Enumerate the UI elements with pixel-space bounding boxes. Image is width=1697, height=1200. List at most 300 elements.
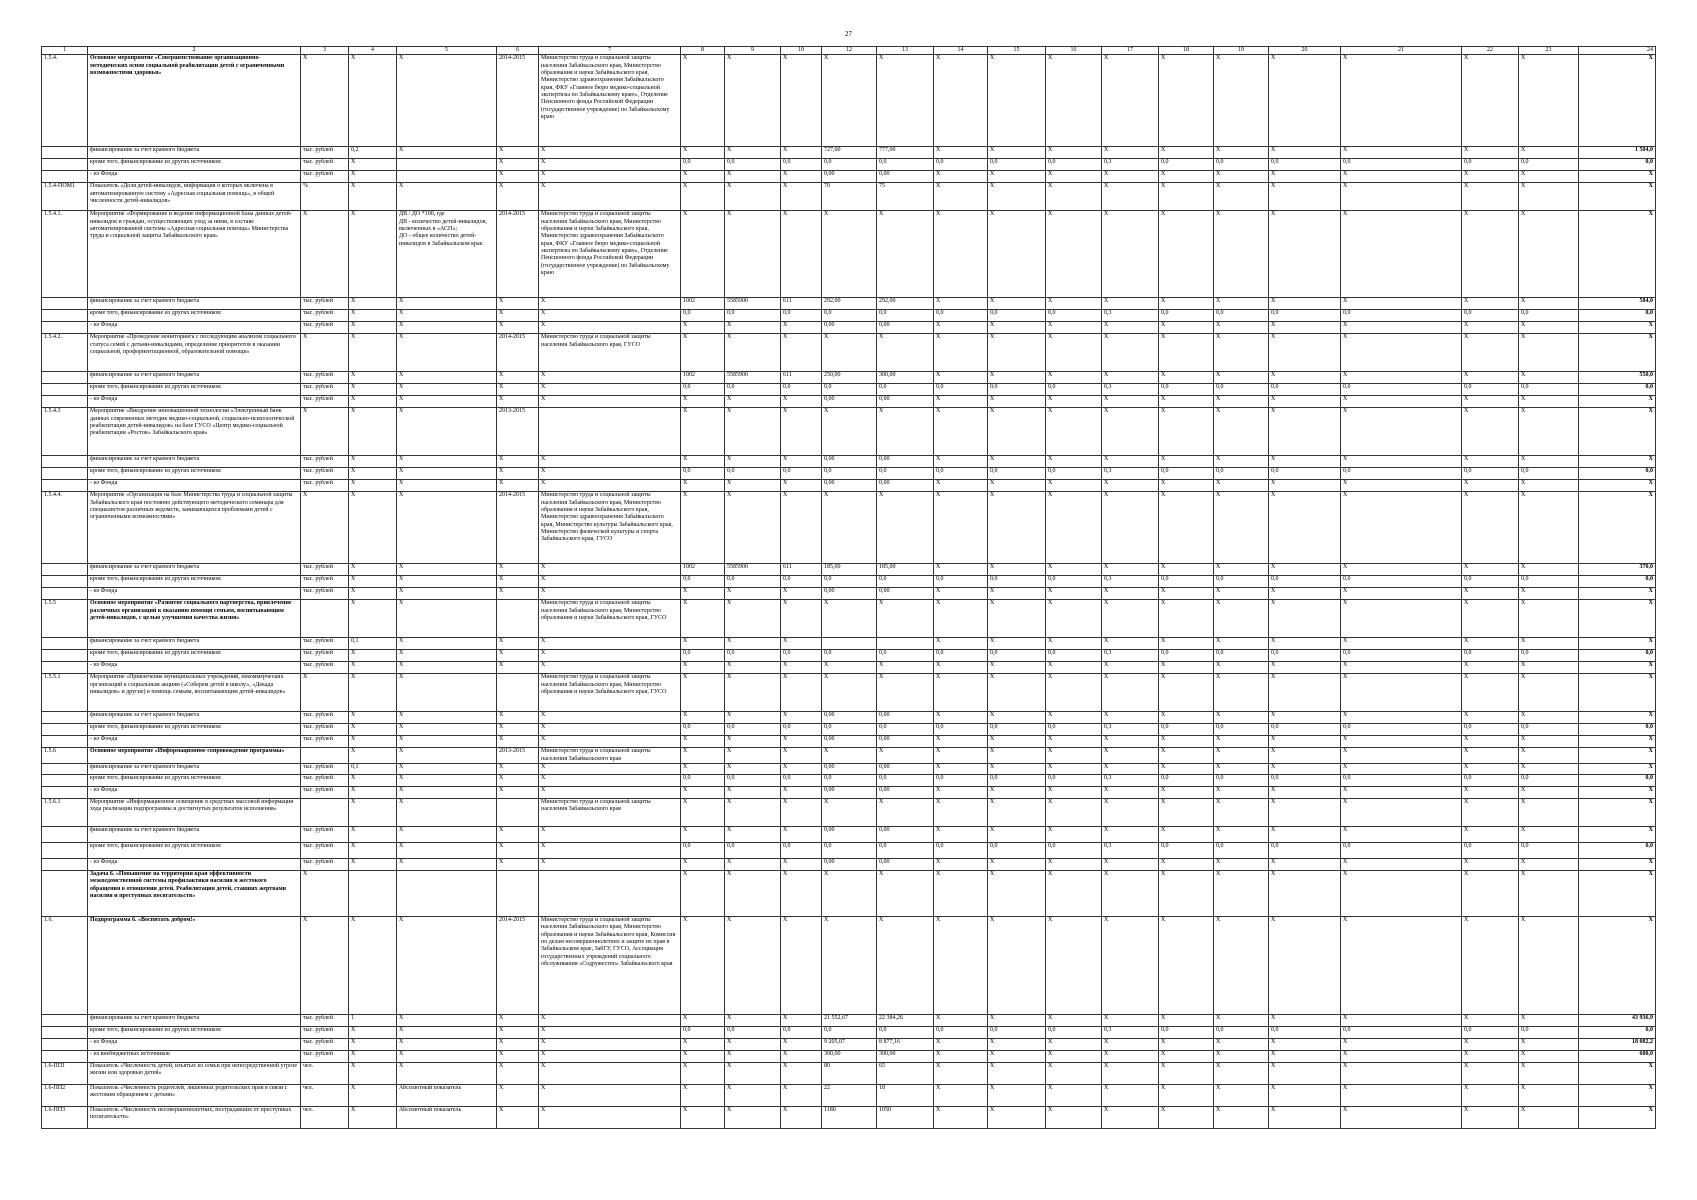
table-cell: X (397, 396, 497, 408)
table-cell: X (877, 674, 934, 712)
row-code-cell (42, 310, 88, 322)
table-cell: X (934, 334, 988, 372)
table-cell: X (1159, 564, 1214, 576)
table-row (42, 638, 1656, 650)
table-cell: X (397, 1014, 497, 1026)
table-cell: 0,0 (988, 724, 1046, 736)
table-cell: X (497, 1038, 539, 1050)
table-cell: X (1341, 736, 1462, 748)
table-cell: X (1341, 858, 1462, 870)
table-cell: 18 082,2 (1579, 1038, 1656, 1050)
table-cell: X (1159, 147, 1214, 159)
table-cell: X (1519, 1050, 1579, 1062)
table-cell: X (1159, 858, 1214, 870)
table-cell: 0,0 (988, 576, 1046, 588)
row-title-cell: кроме того, финансирование из других источников: (88, 468, 301, 480)
table-cell: тыс. рублей (301, 147, 349, 159)
table-cell (877, 638, 934, 650)
table-cell: Министерство труда и социальной защиты населения Забайкальского края, Министерство образования и науки Забайкальского края, ГУСО (539, 674, 681, 712)
table-cell: X (988, 183, 1046, 211)
table-cell: 0,0 (877, 1026, 934, 1038)
table-cell: X (349, 183, 397, 211)
table-cell: X (1159, 798, 1214, 826)
table-cell: 0,0 (822, 774, 877, 786)
row-title-cell: Основное мероприятие «Информационное сопровождение программы» (88, 748, 301, 764)
table-cell: 0,0 (1159, 774, 1214, 786)
table-cell: X (1269, 183, 1341, 211)
table-cell: 0,0 (1214, 576, 1269, 588)
table-cell: X (1269, 858, 1341, 870)
table-cell: X (725, 712, 781, 724)
table-cell: X (1046, 736, 1102, 748)
table-cell: 0,0 (1269, 468, 1341, 480)
table-cell: X (681, 916, 725, 1014)
table-cell: X (1462, 564, 1519, 576)
table-cell: 0,0 (725, 1026, 781, 1038)
table-row (42, 334, 1656, 372)
table-cell: X (539, 774, 681, 786)
table-cell: X (397, 638, 497, 650)
table-cell: 292,00 (877, 298, 934, 310)
table-cell: X (681, 600, 725, 638)
table-cell: X (725, 748, 781, 764)
table-cell: X (397, 1038, 497, 1050)
table-cell: X (681, 826, 725, 842)
table-cell: X (1519, 1014, 1579, 1026)
table-cell: X (349, 842, 397, 858)
table-cell: 0,0 (681, 774, 725, 786)
table-cell: X (934, 786, 988, 798)
table-cell: X (539, 826, 681, 842)
table-cell: X (539, 183, 681, 211)
row-title-cell: кроме того, финансирование из других источников: (88, 159, 301, 171)
table-cell: X (1214, 748, 1269, 764)
table-cell: X (1214, 600, 1269, 638)
table-cell: тыс. рублей (301, 1038, 349, 1050)
row-code-cell (42, 480, 88, 492)
table-row (42, 396, 1656, 408)
table-cell: 0,0 (725, 724, 781, 736)
table-cell: 0,00 (822, 763, 877, 774)
table-cell: 0,0 (681, 310, 725, 322)
table-cell: X (822, 748, 877, 764)
table-cell: 0,0 (877, 774, 934, 786)
row-code-cell (42, 159, 88, 171)
table-cell: X (681, 786, 725, 798)
table-cell: X (497, 396, 539, 408)
table-cell: X (781, 1106, 822, 1128)
table-cell: X (1579, 1084, 1656, 1106)
table-cell: X (1102, 588, 1159, 600)
table-cell: 0,0 (1341, 774, 1462, 786)
table-cell: X (1341, 798, 1462, 826)
table-cell: 18 (877, 1084, 934, 1106)
table-cell: X (349, 372, 397, 384)
table-cell: 0,00 (877, 588, 934, 600)
row-code-cell: 1.5.5.1 (42, 674, 88, 712)
row-title-cell: Задача 6. «Повышение на территории края эффективности межведомственной системы профилактики насилия и жестокого обращения в отношении детей. Реабилитация детей, ставших жертвами насилия и преступных посягательств» (88, 870, 301, 916)
table-cell: X (1341, 916, 1462, 1014)
table-cell: 0,0 (1046, 310, 1102, 322)
table-cell: X (1269, 372, 1341, 384)
table-cell: X (1214, 638, 1269, 650)
table-cell: 0,3 (1102, 1026, 1159, 1038)
table-cell: X (781, 183, 822, 211)
table-cell: тыс. рублей (301, 576, 349, 588)
header-cell: 6 (497, 47, 539, 55)
table-cell: 0,00 (822, 456, 877, 468)
row-code-cell: 1.5.5 (42, 600, 88, 638)
table-cell: 0,0 (681, 576, 725, 588)
table-cell: X (1046, 564, 1102, 576)
table-cell: X (1046, 588, 1102, 600)
row-code-cell (42, 650, 88, 662)
table-cell: X (1102, 1014, 1159, 1026)
table-cell: X (1462, 870, 1519, 916)
table-cell: 0,0 (934, 384, 988, 396)
table-cell: X (1519, 638, 1579, 650)
table-cell: Министерство труда и социальной защиты населения Забайкальского края (539, 798, 681, 826)
table-cell: X (988, 334, 1046, 372)
table-cell: X (681, 211, 725, 298)
table-cell: X (781, 1038, 822, 1050)
table-cell: X (1102, 1062, 1159, 1084)
table-cell: X (877, 870, 934, 916)
table-cell: 0,00 (877, 712, 934, 724)
table-cell: X (681, 171, 725, 183)
table-cell: X (497, 1014, 539, 1026)
table-cell: X (1341, 1084, 1462, 1106)
table-cell: X (877, 798, 934, 826)
table-cell: X (1046, 748, 1102, 764)
table-cell: X (1519, 396, 1579, 408)
table-cell: тыс. рублей (301, 712, 349, 724)
table-cell: X (349, 298, 397, 310)
table-cell: X (1102, 322, 1159, 334)
row-code-cell: 1.6. (42, 916, 88, 1014)
table-cell: X (988, 1050, 1046, 1062)
table-cell: X (988, 456, 1046, 468)
table-cell: 0,0 (1519, 310, 1579, 322)
table-cell: 0,0 (934, 159, 988, 171)
table-cell: X (497, 159, 539, 171)
table-cell: 43 936,9 (1579, 1014, 1656, 1026)
row-title-cell: финансирование за счет краевого бюджета (88, 826, 301, 842)
table-cell: 0,0 (934, 1026, 988, 1038)
table-cell: 250,00 (822, 372, 877, 384)
table-cell: X (1159, 55, 1214, 147)
table-cell: 0,00 (822, 826, 877, 842)
table-cell: X (397, 334, 497, 372)
table-cell: X (1579, 1062, 1656, 1084)
table-cell: 0,0 (934, 842, 988, 858)
table-cell: X (349, 674, 397, 712)
table-cell: X (1214, 1106, 1269, 1128)
table-cell: X (1214, 1062, 1269, 1084)
table-cell: X (1269, 147, 1341, 159)
table-cell: X (725, 786, 781, 798)
row-code-cell (42, 564, 88, 576)
table-cell: X (725, 638, 781, 650)
table-cell: X (1579, 588, 1656, 600)
table-cell: X (397, 183, 497, 211)
table-cell: X (301, 870, 349, 916)
table-cell: X (1341, 712, 1462, 724)
table-cell: 370,0 (1579, 564, 1656, 576)
table-cell: X (781, 1014, 822, 1026)
table-cell: X (1519, 1084, 1579, 1106)
table-cell (397, 870, 497, 916)
table-cell: 0,0 (988, 384, 1046, 396)
table-cell: X (1579, 1106, 1656, 1128)
table-row (42, 1026, 1656, 1038)
row-title-cell: финансирование за счет краевого бюджета (88, 763, 301, 774)
table-cell: 0,0 (1046, 774, 1102, 786)
row-title-cell: Показатель «Доля детей-инвалидов, информация о которых включена в автоматизированную систему «Адресная социальная помощь», в общей численности детей-инвалидов» (88, 183, 301, 211)
table-cell: X (1341, 826, 1462, 842)
table-cell: X (822, 211, 877, 298)
table-cell: X (725, 334, 781, 372)
row-title-cell: - из Фонда (88, 396, 301, 408)
table-cell: 80 (822, 1062, 877, 1084)
table-row (42, 858, 1656, 870)
row-title-cell: Мероприятие «Внедрение инновационной технологии «Электронный банк данных современных методик медико-социальной, социально-психологической реабилитации детей-инвалидов» на базе ГУСО «Центр медико-социальной реабилитации «Росток» Забайкальского края» (88, 408, 301, 456)
table-cell: 0,00 (877, 786, 934, 798)
table-cell: X (934, 1014, 988, 1026)
table-cell: X (1269, 396, 1341, 408)
table-cell: X (1579, 171, 1656, 183)
table-cell: X (1519, 662, 1579, 674)
table-cell: тыс. рублей (301, 662, 349, 674)
table-cell: X (1269, 55, 1341, 147)
table-cell: тыс. рублей (301, 786, 349, 798)
table-cell: 0,0 (681, 1026, 725, 1038)
table-cell: X (681, 763, 725, 774)
table-cell: X (1214, 334, 1269, 372)
table-cell: X (349, 480, 397, 492)
table-cell: X (1214, 396, 1269, 408)
table-cell: тыс. рублей (301, 1050, 349, 1062)
table-cell: X (539, 468, 681, 480)
header-cell: 24 (1579, 47, 1656, 55)
table-cell: 0,00 (877, 171, 934, 183)
table-cell: X (725, 408, 781, 456)
table-cell: X (301, 916, 349, 1014)
table-cell: X (681, 712, 725, 724)
table-cell: X (1579, 748, 1656, 764)
page-number: 27 (845, 30, 852, 38)
table-cell: X (781, 763, 822, 774)
table-cell: X (539, 786, 681, 798)
table-cell: тыс. рублей (301, 171, 349, 183)
table-cell: 0,0 (988, 468, 1046, 480)
table-cell: X (934, 858, 988, 870)
table-cell: 611 (781, 298, 822, 310)
table-cell: X (1159, 396, 1214, 408)
table-row (42, 147, 1656, 159)
table-cell: 0,0 (934, 576, 988, 588)
table-cell: 75 (877, 183, 934, 211)
table-cell: 0,0 (781, 650, 822, 662)
table-cell: X (1341, 492, 1462, 564)
table-cell: X (988, 674, 1046, 712)
table-cell: X (1462, 786, 1519, 798)
table-cell: X (1579, 662, 1656, 674)
table-cell: 777,00 (877, 147, 934, 159)
table-cell: 0,0 (725, 842, 781, 858)
table-cell: X (1519, 736, 1579, 748)
table-cell: X (781, 748, 822, 764)
table-cell: 0,0 (1269, 576, 1341, 588)
table-cell: X (1046, 372, 1102, 384)
table-cell: X (397, 724, 497, 736)
row-code-cell (42, 1014, 88, 1026)
table-cell: X (397, 1062, 497, 1084)
table-cell: X (1102, 600, 1159, 638)
table-row (42, 1062, 1656, 1084)
table-row (42, 826, 1656, 842)
table-cell: X (1159, 322, 1214, 334)
table-cell: X (1102, 1050, 1159, 1062)
table-cell: 0,0 (1159, 468, 1214, 480)
table-cell: X (1341, 1038, 1462, 1050)
row-code-cell: 1.5.4.2. (42, 334, 88, 372)
row-title-cell: - из Фонда (88, 171, 301, 183)
table-cell: 0,0 (822, 159, 877, 171)
table-cell: 0,1 (349, 763, 397, 774)
table-row (42, 480, 1656, 492)
table-cell: 0,0 (781, 724, 822, 736)
table-cell: X (781, 1050, 822, 1062)
table-cell: X (681, 736, 725, 748)
table-cell: X (1462, 298, 1519, 310)
table-cell: 0,0 (1462, 1026, 1519, 1038)
table-cell: X (1214, 298, 1269, 310)
row-title-cell: кроме того, финансирование из других источников: (88, 842, 301, 858)
table-cell: 0,0 (725, 310, 781, 322)
table-cell: X (1159, 1038, 1214, 1050)
table-cell: X (1341, 1062, 1462, 1084)
table-cell: X (539, 310, 681, 322)
table-row (42, 662, 1656, 674)
table-cell: X (934, 396, 988, 408)
table-cell (539, 870, 681, 916)
table-cell: X (1341, 763, 1462, 774)
header-cell: 1 (42, 47, 88, 55)
table-cell: X (397, 798, 497, 826)
table-cell: X (988, 408, 1046, 456)
table-cell: 0,0 (1519, 576, 1579, 588)
table-cell: X (301, 674, 349, 712)
table-cell: X (1046, 798, 1102, 826)
table-cell: X (681, 480, 725, 492)
table-cell: X (1102, 1038, 1159, 1050)
table-cell: X (397, 774, 497, 786)
table-cell: 0,1 (349, 638, 397, 650)
table-cell: X (822, 798, 877, 826)
table-row (42, 736, 1656, 748)
row-title-cell: - из Фонда (88, 480, 301, 492)
table-cell: X (1341, 600, 1462, 638)
table-cell: 0,0 (1046, 650, 1102, 662)
row-code-cell (42, 1026, 88, 1038)
table-cell: 0,0 (1269, 310, 1341, 322)
table-cell: X (1159, 334, 1214, 372)
table-cell: X (1269, 564, 1341, 576)
table-cell: 0,0 (781, 159, 822, 171)
table-cell: 0,0 (1269, 1026, 1341, 1038)
table-cell: тыс. рублей (301, 372, 349, 384)
table-cell: X (877, 916, 934, 1014)
header-cell: 20 (1269, 47, 1341, 55)
table-cell: 0,0 (822, 842, 877, 858)
table-cell: X (397, 384, 497, 396)
table-cell: 0,2 (349, 147, 397, 159)
table-cell: X (1269, 638, 1341, 650)
row-code-cell (42, 576, 88, 588)
table-cell: X (1519, 408, 1579, 456)
table-cell: 0,0 (1579, 724, 1656, 736)
table-cell: X (539, 662, 681, 674)
table-cell: X (877, 55, 934, 147)
table-cell: 0,0 (1579, 310, 1656, 322)
table-cell: X (1214, 147, 1269, 159)
table-cell: 0,0 (988, 774, 1046, 786)
table-row (42, 322, 1656, 334)
table-cell: X (1102, 147, 1159, 159)
table-cell: X (539, 298, 681, 310)
table-cell: X (1046, 786, 1102, 798)
table-cell: X (1214, 1050, 1269, 1062)
table-cell: X (1341, 786, 1462, 798)
table-cell: 65 (877, 1062, 934, 1084)
table-cell: 0,0 (988, 159, 1046, 171)
table-cell: Министерство труда и социальной защиты населения Забайкальского края, Министерство образования и науки Забайкальского края, Комиссия по делам несовершеннолетних и защите их прав в Забайкальском крае, ЗабГУ, ГУСО, Ассоциация государственных учреждений социального обслуживания «Содружество» Забайкальского края (539, 916, 681, 1014)
table-cell: X (681, 588, 725, 600)
table-cell: 292,00 (822, 298, 877, 310)
table-cell: X (1102, 1084, 1159, 1106)
table-cell: 0,0 (681, 468, 725, 480)
table-cell: X (1341, 1014, 1462, 1026)
table-row (42, 916, 1656, 1014)
table-cell: X (934, 638, 988, 650)
table-cell: X (681, 662, 725, 674)
table-cell: X (934, 798, 988, 826)
table-cell: X (681, 1038, 725, 1050)
table-cell: X (539, 763, 681, 774)
table-cell: 2014-2015 (497, 55, 539, 147)
table-cell: X (934, 298, 988, 310)
table-row (42, 576, 1656, 588)
table-cell: 0,0 (1214, 724, 1269, 736)
table-cell: X (1214, 712, 1269, 724)
table-cell: X (1269, 334, 1341, 372)
header-cell: 16 (1046, 47, 1102, 55)
table-cell: X (1341, 298, 1462, 310)
table-cell: X (988, 1062, 1046, 1084)
row-title-cell: - из Фонда (88, 322, 301, 334)
table-cell: тыс. рублей (301, 763, 349, 774)
table-cell: X (681, 183, 725, 211)
table-cell: X (397, 564, 497, 576)
table-cell: X (1046, 1106, 1102, 1128)
table-cell: X (1159, 662, 1214, 674)
table-cell: 0,0 (877, 576, 934, 588)
row-code-cell: 1.6-ПП3 (42, 1106, 88, 1128)
table-row (42, 298, 1656, 310)
table-cell: X (1462, 147, 1519, 159)
table-cell: 0,00 (877, 736, 934, 748)
